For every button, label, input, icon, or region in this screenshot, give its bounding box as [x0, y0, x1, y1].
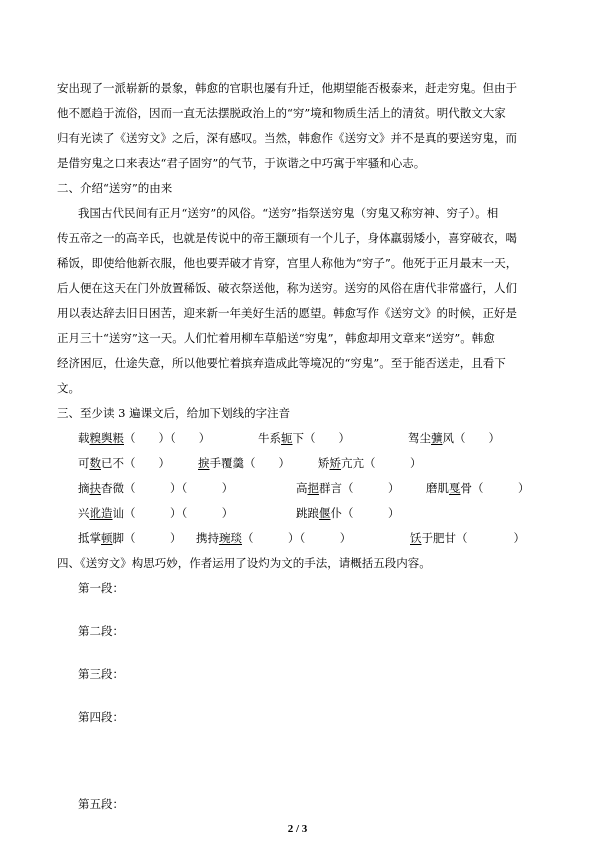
paragraph2-line-6: 正月三十“送穷”这一天。人们忙着用柳车草船送“穷鬼”，韩愈却用文章来“送穷”。韩愈 [57, 331, 495, 345]
paragraph1-line-3: 归有光读了《送穷文》之后，深有感叹。当然，韩愈作《送穷文》并不是真的要送穷鬼，而 [57, 131, 517, 145]
vocab-item: 兴讹造讪（ ）（ ） [78, 506, 234, 520]
paragraph2-line-2: 传五帝之一的高辛氏，也就是传说中的帝王颛顼有一个儿子，身体羸弱矮小，喜穿破衣，喝 [57, 231, 517, 245]
section2-heading: 二、介绍“送穷”的由来 [57, 181, 173, 195]
vocab-item: 跳踉偃仆（ ） [296, 506, 400, 520]
segment-1-label: 第一段： [78, 581, 124, 595]
paragraph2-line-8: 文。 [57, 381, 80, 395]
segment-5-label: 第五段： [78, 797, 124, 811]
paragraph2-line-4: 后人便在这天在门外放置稀饭、破衣祭送他，称为送穷。送穷的风俗在唐代非常盛行，人们 [57, 281, 517, 295]
segment-4-label: 第四段： [78, 710, 124, 724]
paragraph1-line-4: 是借穷鬼之口来表达“君子固穷”的气节，于诙谐之中巧寓于牢骚和心志。 [57, 156, 426, 170]
section4-heading: 四、《送穷文》构思巧妙，作者运用了设灼为文的手法，请概括五段内容。 [57, 556, 431, 570]
vocab-item: 饫于肥甘（ ） [410, 531, 525, 545]
vocab-item: 可数已不（ ） [78, 456, 170, 470]
vocab-item: 高挹群言（ ） [296, 481, 400, 495]
vocab-item: 摘抉杳微（ ）（ ） [78, 481, 234, 495]
paragraph2-line-5: 用以表达辞去旧日困苦，迎来新一年美好生活的愿望。韩愈写作《送穷文》的时候，正好是 [57, 306, 517, 320]
section3-heading: 三、至少读 3 遍课文后，给加下划线的字注音 [57, 406, 291, 420]
vocab-item: 牛系轭下（ ） [258, 431, 350, 445]
paragraph2-line-7: 经济困厄，仕途失意，所以他要忙着摈弃造成此等境况的“穷鬼”。至于能否送走，且看下 [57, 356, 506, 370]
vocab-item: 抵掌顿脚（ ） [78, 531, 182, 545]
vocab-item: 携持琬琰（ ）（ ） [196, 531, 352, 545]
paragraph2-line-3: 稀饭，即使给他新衣服，他也要弄破才肯穿，宫里人称他为“穷子”。他死于正月最末一天， [57, 256, 518, 270]
page-number: 2 / 3 [287, 823, 308, 835]
vocab-item: 捩手覆羹（ ） [198, 456, 290, 470]
segment-3-label: 第三段： [78, 667, 124, 681]
paragraph1-line-2: 他不愿趋于流俗，因而一直无法摆脱政治上的“穷”境和物质生活上的清贫。明代散文大家 [57, 106, 506, 120]
vocab-item: 载糗舆粻（ ）（ ） [78, 431, 211, 445]
vocab-item: 矫矫亢亢（ ） [318, 456, 422, 470]
paragraph1-line-1: 安出现了一派崭新的景象，韩愈的官职也屡有升迁，他期望能否极泰来，赶走穷鬼。但由于 [57, 81, 517, 95]
vocab-item: 磨肌戛骨（ ） [426, 481, 530, 495]
vocab-item: 驾尘彍风（ ） [408, 431, 500, 445]
segment-2-label: 第二段： [78, 624, 124, 638]
paragraph2-line-1: 我国古代民间有正月“送穷”的风俗。“送穷”指祭送穷鬼（穷鬼又称穷神、穷子）。相 [78, 206, 499, 220]
